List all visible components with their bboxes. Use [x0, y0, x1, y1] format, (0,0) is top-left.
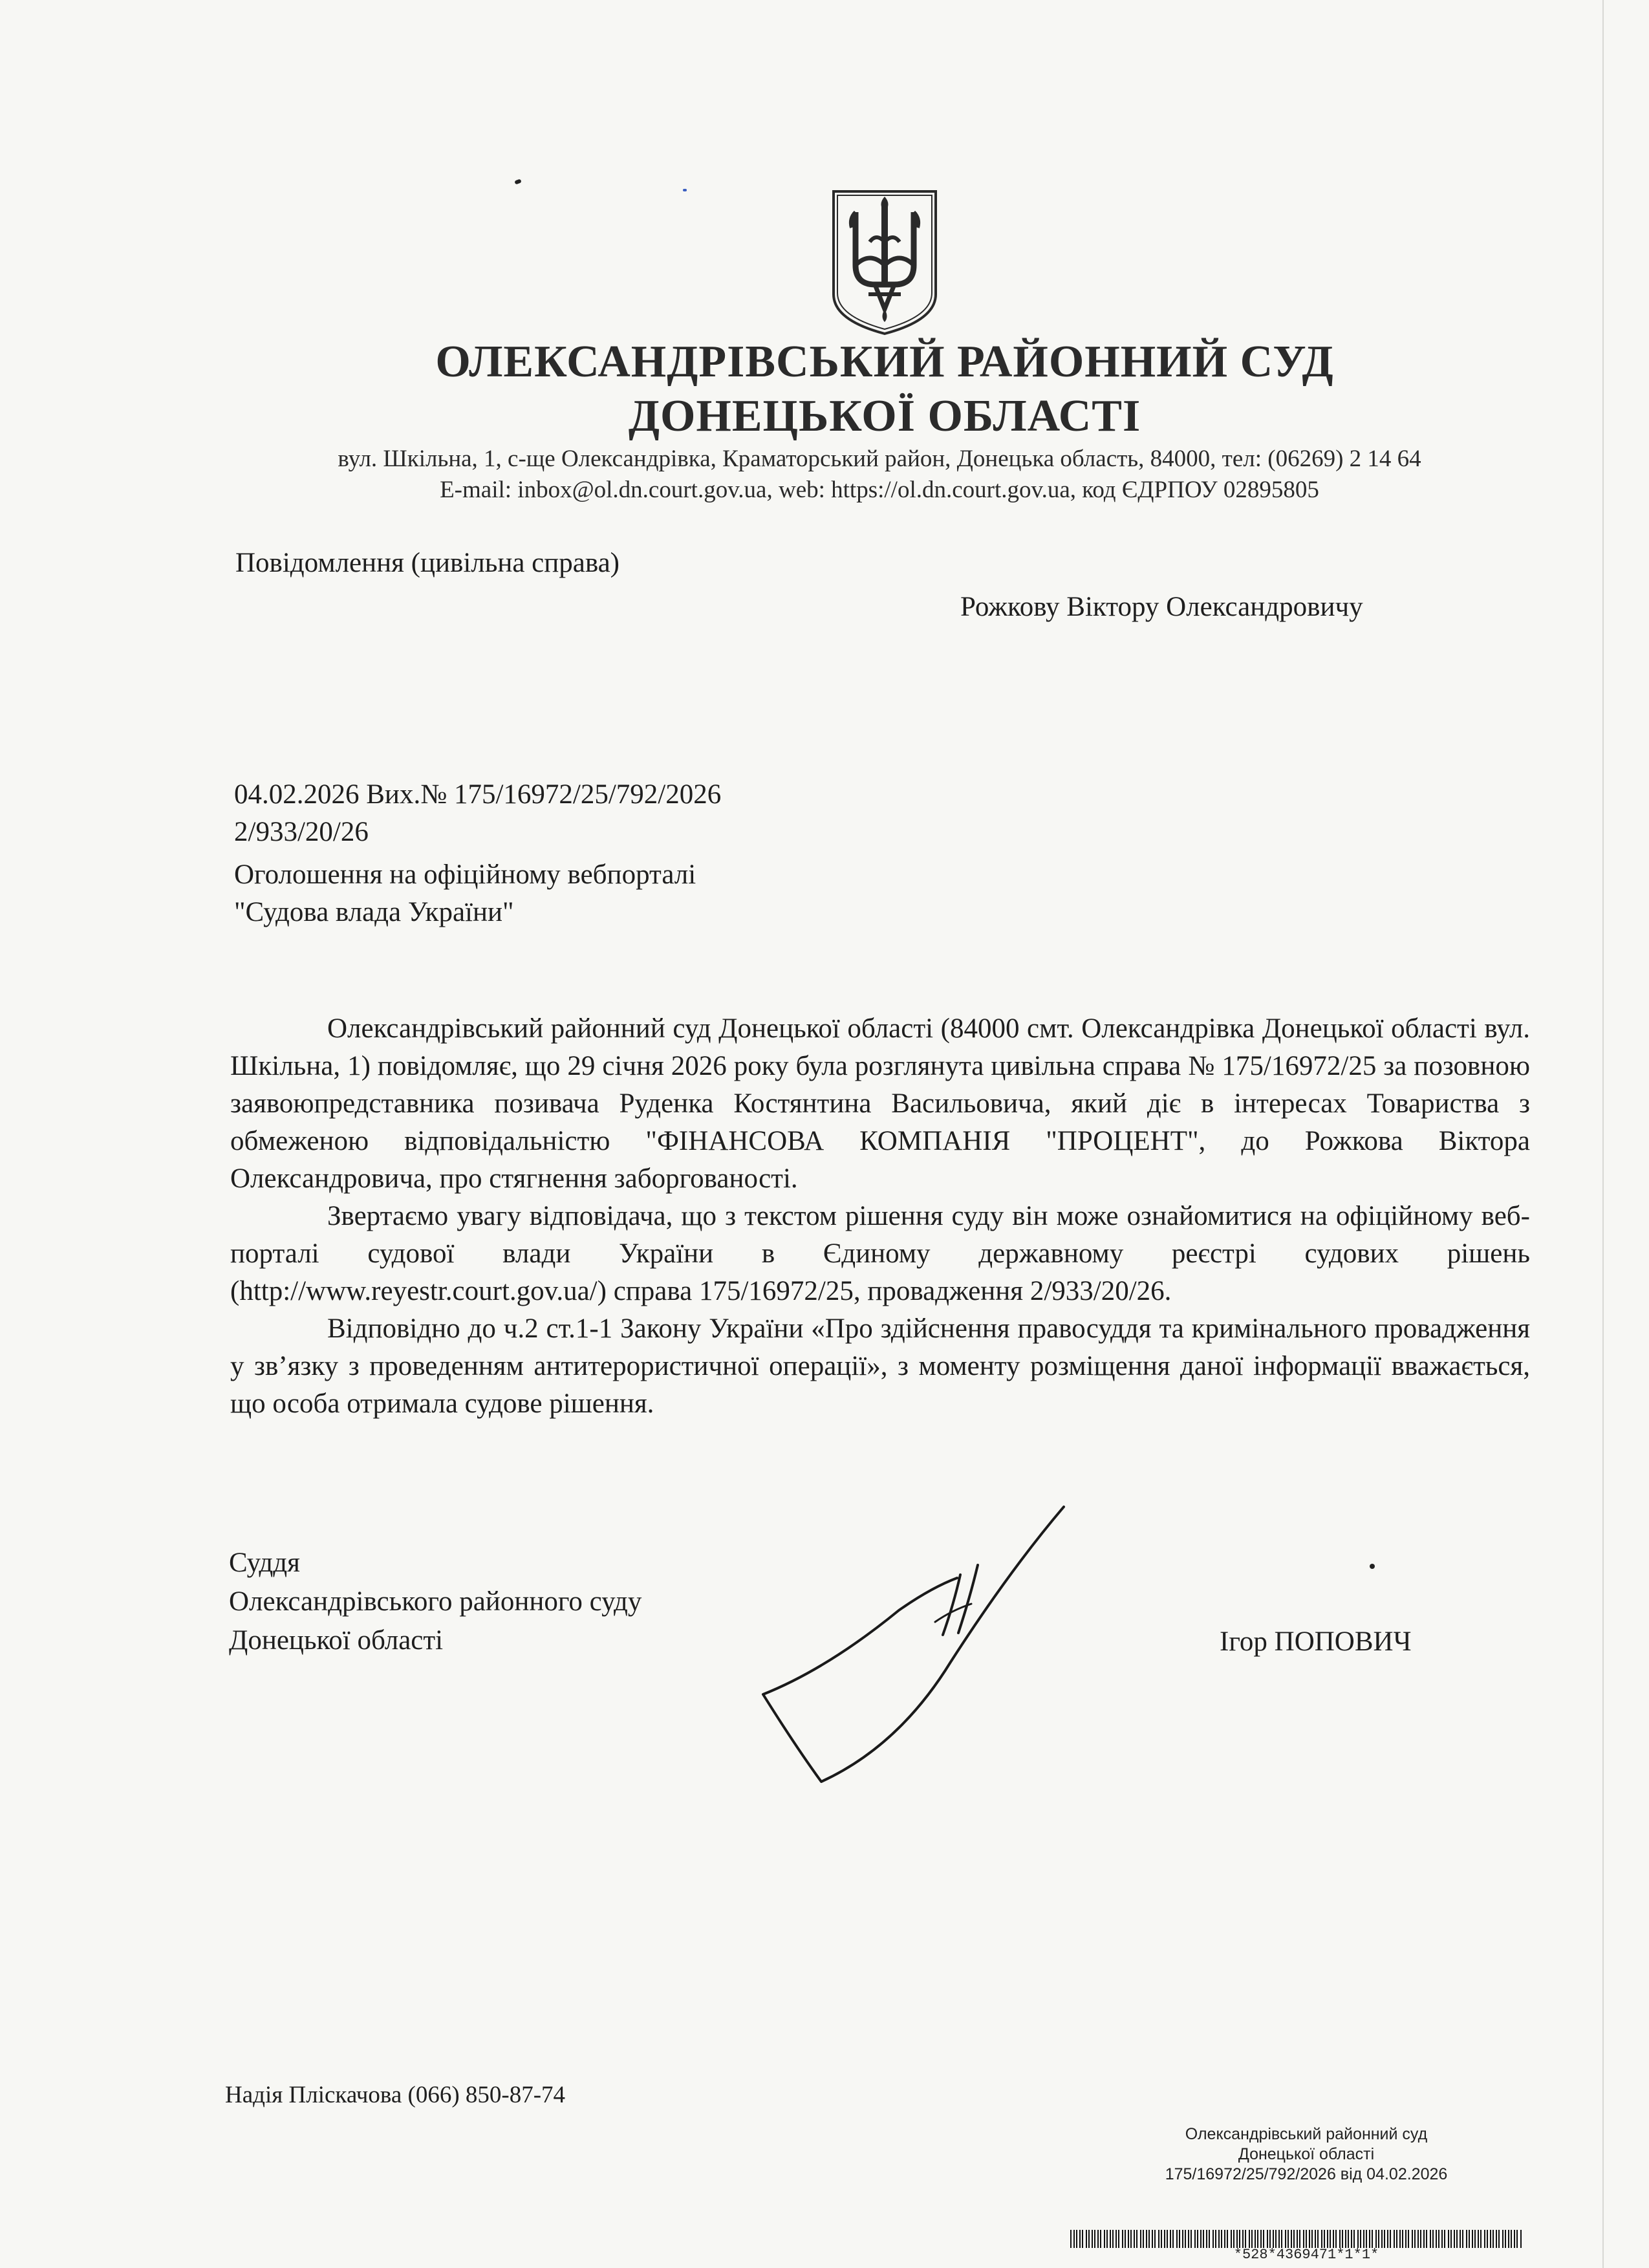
- barcode-bar: [1275, 2230, 1277, 2248]
- barcode-bar: [1215, 2230, 1216, 2248]
- barcode-bar: [1444, 2230, 1445, 2248]
- barcode-bar: [1231, 2230, 1232, 2248]
- barcode-bar: [1191, 2230, 1192, 2248]
- barcode-bar: [1170, 2230, 1171, 2248]
- proceeding-number: 2/933/20/26: [234, 817, 369, 847]
- barcode-bar: [1462, 2230, 1463, 2248]
- barcode-bar: [1351, 2230, 1352, 2248]
- barcode-bar: [1375, 2230, 1377, 2248]
- barcode-icon: [1070, 2230, 1523, 2248]
- barcode-bar: [1257, 2230, 1258, 2248]
- barcode-bar: [1493, 2230, 1494, 2248]
- barcode-text: *528*4369471*1*1*: [1233, 2247, 1379, 2263]
- barcode-bar: [1176, 2230, 1178, 2248]
- barcode-bar: [1309, 2230, 1310, 2248]
- barcode-bar: [1450, 2230, 1452, 2248]
- barcode-bar: [1426, 2230, 1427, 2248]
- barcode-bar: [1478, 2230, 1479, 2248]
- barcode-bar: [1285, 2230, 1286, 2248]
- barcode-bar: [1212, 2230, 1214, 2248]
- barcode-bar: [1324, 2230, 1325, 2248]
- barcode-bar: [1327, 2230, 1328, 2248]
- barcode-bar: [1167, 2230, 1168, 2248]
- barcode-bar: [1353, 2230, 1355, 2248]
- barcode-bar: [1472, 2230, 1473, 2248]
- signatory-title-line2: Олександрівського районного суду: [229, 1586, 642, 1617]
- barcode-bar: [1487, 2230, 1488, 2248]
- barcode-bar: [1498, 2230, 1500, 2248]
- barcode-bar: [1366, 2230, 1367, 2248]
- barcode-bar: [1245, 2230, 1246, 2248]
- stamp-line2: Донецької області: [1238, 2145, 1375, 2163]
- barcode-bar: [1357, 2230, 1359, 2248]
- barcode-bar: [1317, 2230, 1319, 2248]
- barcode-bar: [1112, 2230, 1114, 2248]
- barcode-bar: [1348, 2230, 1349, 2248]
- barcode-bar: [1146, 2230, 1147, 2248]
- barcode-bar: [1134, 2230, 1135, 2248]
- barcode-bar: [1508, 2230, 1509, 2248]
- signatory-name: Ігор ПОПОВИЧ: [1220, 1626, 1412, 1657]
- court-title-line1: ОЛЕКСАНДРІВСЬКИЙ РАЙОННИЙ СУД: [435, 337, 1334, 387]
- barcode-bar: [1094, 2230, 1095, 2248]
- barcode-bar: [1384, 2230, 1385, 2248]
- barcode-bar: [1474, 2230, 1476, 2248]
- signatory-title-line1: Суддя: [229, 1548, 300, 1578]
- barcode-bar: [1203, 2230, 1204, 2248]
- barcode-bar: [1438, 2230, 1439, 2248]
- barcode-bar: [1218, 2230, 1220, 2248]
- stamp-line1: Олександрівський районний суд: [1185, 2125, 1428, 2143]
- barcode-bar: [1369, 2230, 1370, 2248]
- scan-speck: [514, 178, 521, 184]
- barcode-bar: [1480, 2230, 1482, 2248]
- signatory-title-line3: Донецької області: [229, 1625, 444, 1656]
- barcode-bar: [1076, 2230, 1077, 2248]
- barcode-bar: [1122, 2230, 1123, 2248]
- barcode-bar: [1206, 2230, 1207, 2248]
- barcode-bar: [1267, 2230, 1268, 2248]
- barcode-bar: [1420, 2230, 1421, 2248]
- barcode-bar: [1390, 2230, 1391, 2248]
- barcode-bar: [1097, 2230, 1099, 2248]
- stamp-line3: 175/16972/25/792/2026 від 04.02.2026: [1165, 2165, 1448, 2183]
- barcode-bar: [1233, 2230, 1234, 2248]
- barcode-bar: [1396, 2230, 1397, 2248]
- barcode-bar: [1339, 2230, 1341, 2248]
- barcode-bar: [1152, 2230, 1153, 2248]
- registration-stamp: [1054, 2124, 1558, 2185]
- scan-speck: [1370, 1564, 1375, 1569]
- barcode-bar: [1405, 2230, 1406, 2248]
- barcode-bar: [1116, 2230, 1117, 2248]
- barcode-bar: [1417, 2230, 1419, 2248]
- barcode-bar: [1106, 2230, 1108, 2248]
- barcode-bar: [1378, 2230, 1379, 2248]
- barcode-bar: [1188, 2230, 1189, 2248]
- barcode-bar: [1412, 2230, 1413, 2248]
- barcode-bar: [1221, 2230, 1222, 2248]
- notice-type: Повідомлення (цивільна справа): [235, 548, 620, 578]
- barcode-bar: [1194, 2230, 1196, 2248]
- body-paragraph-3: Відповідно до ч.2 ст.1-1 Закону України «Про здійснення правосуддя та кримінального провадження у зв’язку з проведенням антитерористичної операції», з моменту розміщення даної інформації вважається, що особа отримала судове рішення.: [230, 1313, 1530, 1419]
- barcode-bar: [1381, 2230, 1383, 2248]
- barcode-bar: [1293, 2230, 1295, 2248]
- barcode-bar: [1197, 2230, 1198, 2248]
- barcode-bar: [1394, 2230, 1395, 2248]
- barcode-bar: [1278, 2230, 1280, 2248]
- court-title-line2: ДОНЕЦЬКОЇ ОБЛАСТІ: [628, 391, 1141, 441]
- body-paragraph-1: Олександрівський районний суд Донецької області (84000 смт. Олександрівка Донецької області вул. Шкільна, 1) повідомляє, що 29 січня 2026 року була розглянута цивільна справа № 175/16972/25 за позовною заявоюпредставника позивача Руденка Костянтина Васильовича, який діє в інтересах Товариства з обмеженою відповідальністю "ФІНАНСОВА КОМПАНІЯ "ПРОЦЕНТ", до Рожкова Віктора Олександровича, про стягнення заборгованості.: [230, 1013, 1530, 1194]
- barcode-bar: [1335, 2230, 1337, 2248]
- barcode-bar: [1372, 2230, 1373, 2248]
- barcode-bar: [1070, 2230, 1072, 2248]
- barcode-bar: [1088, 2230, 1090, 2248]
- outgoing-number: 04.02.2026 Вих.№ 175/16972/25/792/2026: [234, 779, 722, 810]
- barcode-bar: [1251, 2230, 1253, 2248]
- subject-line1: Оголошення на офіційному вебпорталі: [234, 859, 696, 890]
- barcode-bar: [1224, 2230, 1225, 2248]
- barcode-bar: [1436, 2230, 1437, 2248]
- barcode-bar: [1423, 2230, 1425, 2248]
- barcode-bar: [1502, 2230, 1503, 2248]
- barcode-bar: [1484, 2230, 1485, 2248]
- barcode-bar: [1402, 2230, 1403, 2248]
- barcode-bar: [1269, 2230, 1271, 2248]
- barcode-bar: [1281, 2230, 1282, 2248]
- barcode-bar: [1466, 2230, 1467, 2248]
- barcode-bar: [1260, 2230, 1262, 2248]
- barcode-bar: [1236, 2230, 1238, 2248]
- barcode-bar: [1227, 2230, 1228, 2248]
- barcode-bar: [1456, 2230, 1458, 2248]
- barcode-bar: [1408, 2230, 1409, 2248]
- barcode-bar: [1148, 2230, 1150, 2248]
- barcode-bar: [1345, 2230, 1346, 2248]
- barcode-bar: [1086, 2230, 1087, 2248]
- barcode-bar: [1496, 2230, 1497, 2248]
- barcode-bar: [1154, 2230, 1156, 2248]
- barcode-bar: [1100, 2230, 1101, 2248]
- handwritten-signature: [737, 1500, 1080, 1785]
- barcode-bar: [1263, 2230, 1264, 2248]
- scan-speck: [683, 189, 687, 191]
- barcode-bar: [1414, 2230, 1416, 2248]
- trident-emblem-icon: [830, 188, 940, 336]
- barcode-bar: [1297, 2230, 1298, 2248]
- barcode-bar: [1399, 2230, 1401, 2248]
- barcode-bar: [1360, 2230, 1361, 2248]
- barcode-bar: [1130, 2230, 1132, 2248]
- court-contacts: E-mail: inbox@ol.dn.court.gov.ua, web: https://ol.dn.court.gov.ua, код ЄДРПОУ 02895805: [440, 477, 1319, 503]
- barcode-bar: [1110, 2230, 1111, 2248]
- barcode-bar: [1182, 2230, 1183, 2248]
- barcode-bar: [1454, 2230, 1455, 2248]
- barcode-bar: [1172, 2230, 1174, 2248]
- barcode-bar: [1363, 2230, 1364, 2248]
- barcode-bar: [1239, 2230, 1240, 2248]
- barcode-bar: [1299, 2230, 1300, 2248]
- barcode-bar: [1303, 2230, 1304, 2248]
- barcode-bar: [1255, 2230, 1256, 2248]
- barcode-bar: [1448, 2230, 1449, 2248]
- barcode-bar: [1158, 2230, 1159, 2248]
- barcode-bar: [1104, 2230, 1105, 2248]
- barcode-bar: [1432, 2230, 1434, 2248]
- barcode-bar: [1161, 2230, 1162, 2248]
- barcode-bar: [1441, 2230, 1443, 2248]
- barcode-bar: [1490, 2230, 1491, 2248]
- barcode-bar: [1136, 2230, 1137, 2248]
- barcode-bar: [1516, 2230, 1518, 2248]
- barcode-bar: [1164, 2230, 1165, 2248]
- notice-body: [230, 1010, 1530, 1423]
- barcode-bar: [1306, 2230, 1307, 2248]
- subject-line2: "Судова влада України": [234, 897, 514, 927]
- barcode-bar: [1514, 2230, 1515, 2248]
- barcode-bar: [1330, 2230, 1331, 2248]
- barcode-bar: [1430, 2230, 1431, 2248]
- executor-contact: Надія Пліскачова (066) 850-87-74: [225, 2082, 566, 2108]
- barcode-bar: [1273, 2230, 1274, 2248]
- barcode-bar: [1140, 2230, 1141, 2248]
- barcode-bar: [1315, 2230, 1316, 2248]
- barcode-bar: [1321, 2230, 1322, 2248]
- barcode-bar: [1342, 2230, 1343, 2248]
- barcode-bar: [1073, 2230, 1075, 2248]
- barcode-bar: [1128, 2230, 1129, 2248]
- barcode-bar: [1082, 2230, 1083, 2248]
- barcode-bar: [1291, 2230, 1292, 2248]
- court-address: вул. Шкільна, 1, с-ще Олександрівка, Краматорський район, Донецька область, 84000, тел: (06269) 2 14 64: [338, 446, 1421, 472]
- barcode-bar: [1242, 2230, 1244, 2248]
- barcode-bar: [1469, 2230, 1470, 2248]
- barcode-bar: [1311, 2230, 1313, 2248]
- barcode-bar: [1185, 2230, 1186, 2248]
- barcode-bar: [1079, 2230, 1081, 2248]
- barcode-bar: [1505, 2230, 1506, 2248]
- barcode-bar: [1387, 2230, 1388, 2248]
- barcode-bar: [1143, 2230, 1144, 2248]
- barcode-bar: [1333, 2230, 1334, 2248]
- barcode-bar: [1288, 2230, 1289, 2248]
- barcode-bar: [1200, 2230, 1202, 2248]
- barcode-bar: [1092, 2230, 1093, 2248]
- barcode-bar: [1249, 2230, 1250, 2248]
- barcode-bar: [1179, 2230, 1180, 2248]
- barcode-bar: [1118, 2230, 1119, 2248]
- body-paragraph-2: Звертаємо увагу відповідача, що з текстом рішення суду він може ознайомитися на офіційному веб-порталі судової влади України в Єдиному державному реєстрі судових рішень (http://www.reyestr.court.gov.ua/) справа 175/16972/25, провадження 2/933/20/26.: [230, 1201, 1530, 1306]
- barcode-bar: [1511, 2230, 1512, 2248]
- recipient-name: Рожкову Віктору Олександровичу: [960, 592, 1363, 622]
- barcode-bar: [1520, 2230, 1522, 2248]
- barcode-bar: [1125, 2230, 1126, 2248]
- barcode-bar: [1209, 2230, 1210, 2248]
- barcode-bar: [1460, 2230, 1461, 2248]
